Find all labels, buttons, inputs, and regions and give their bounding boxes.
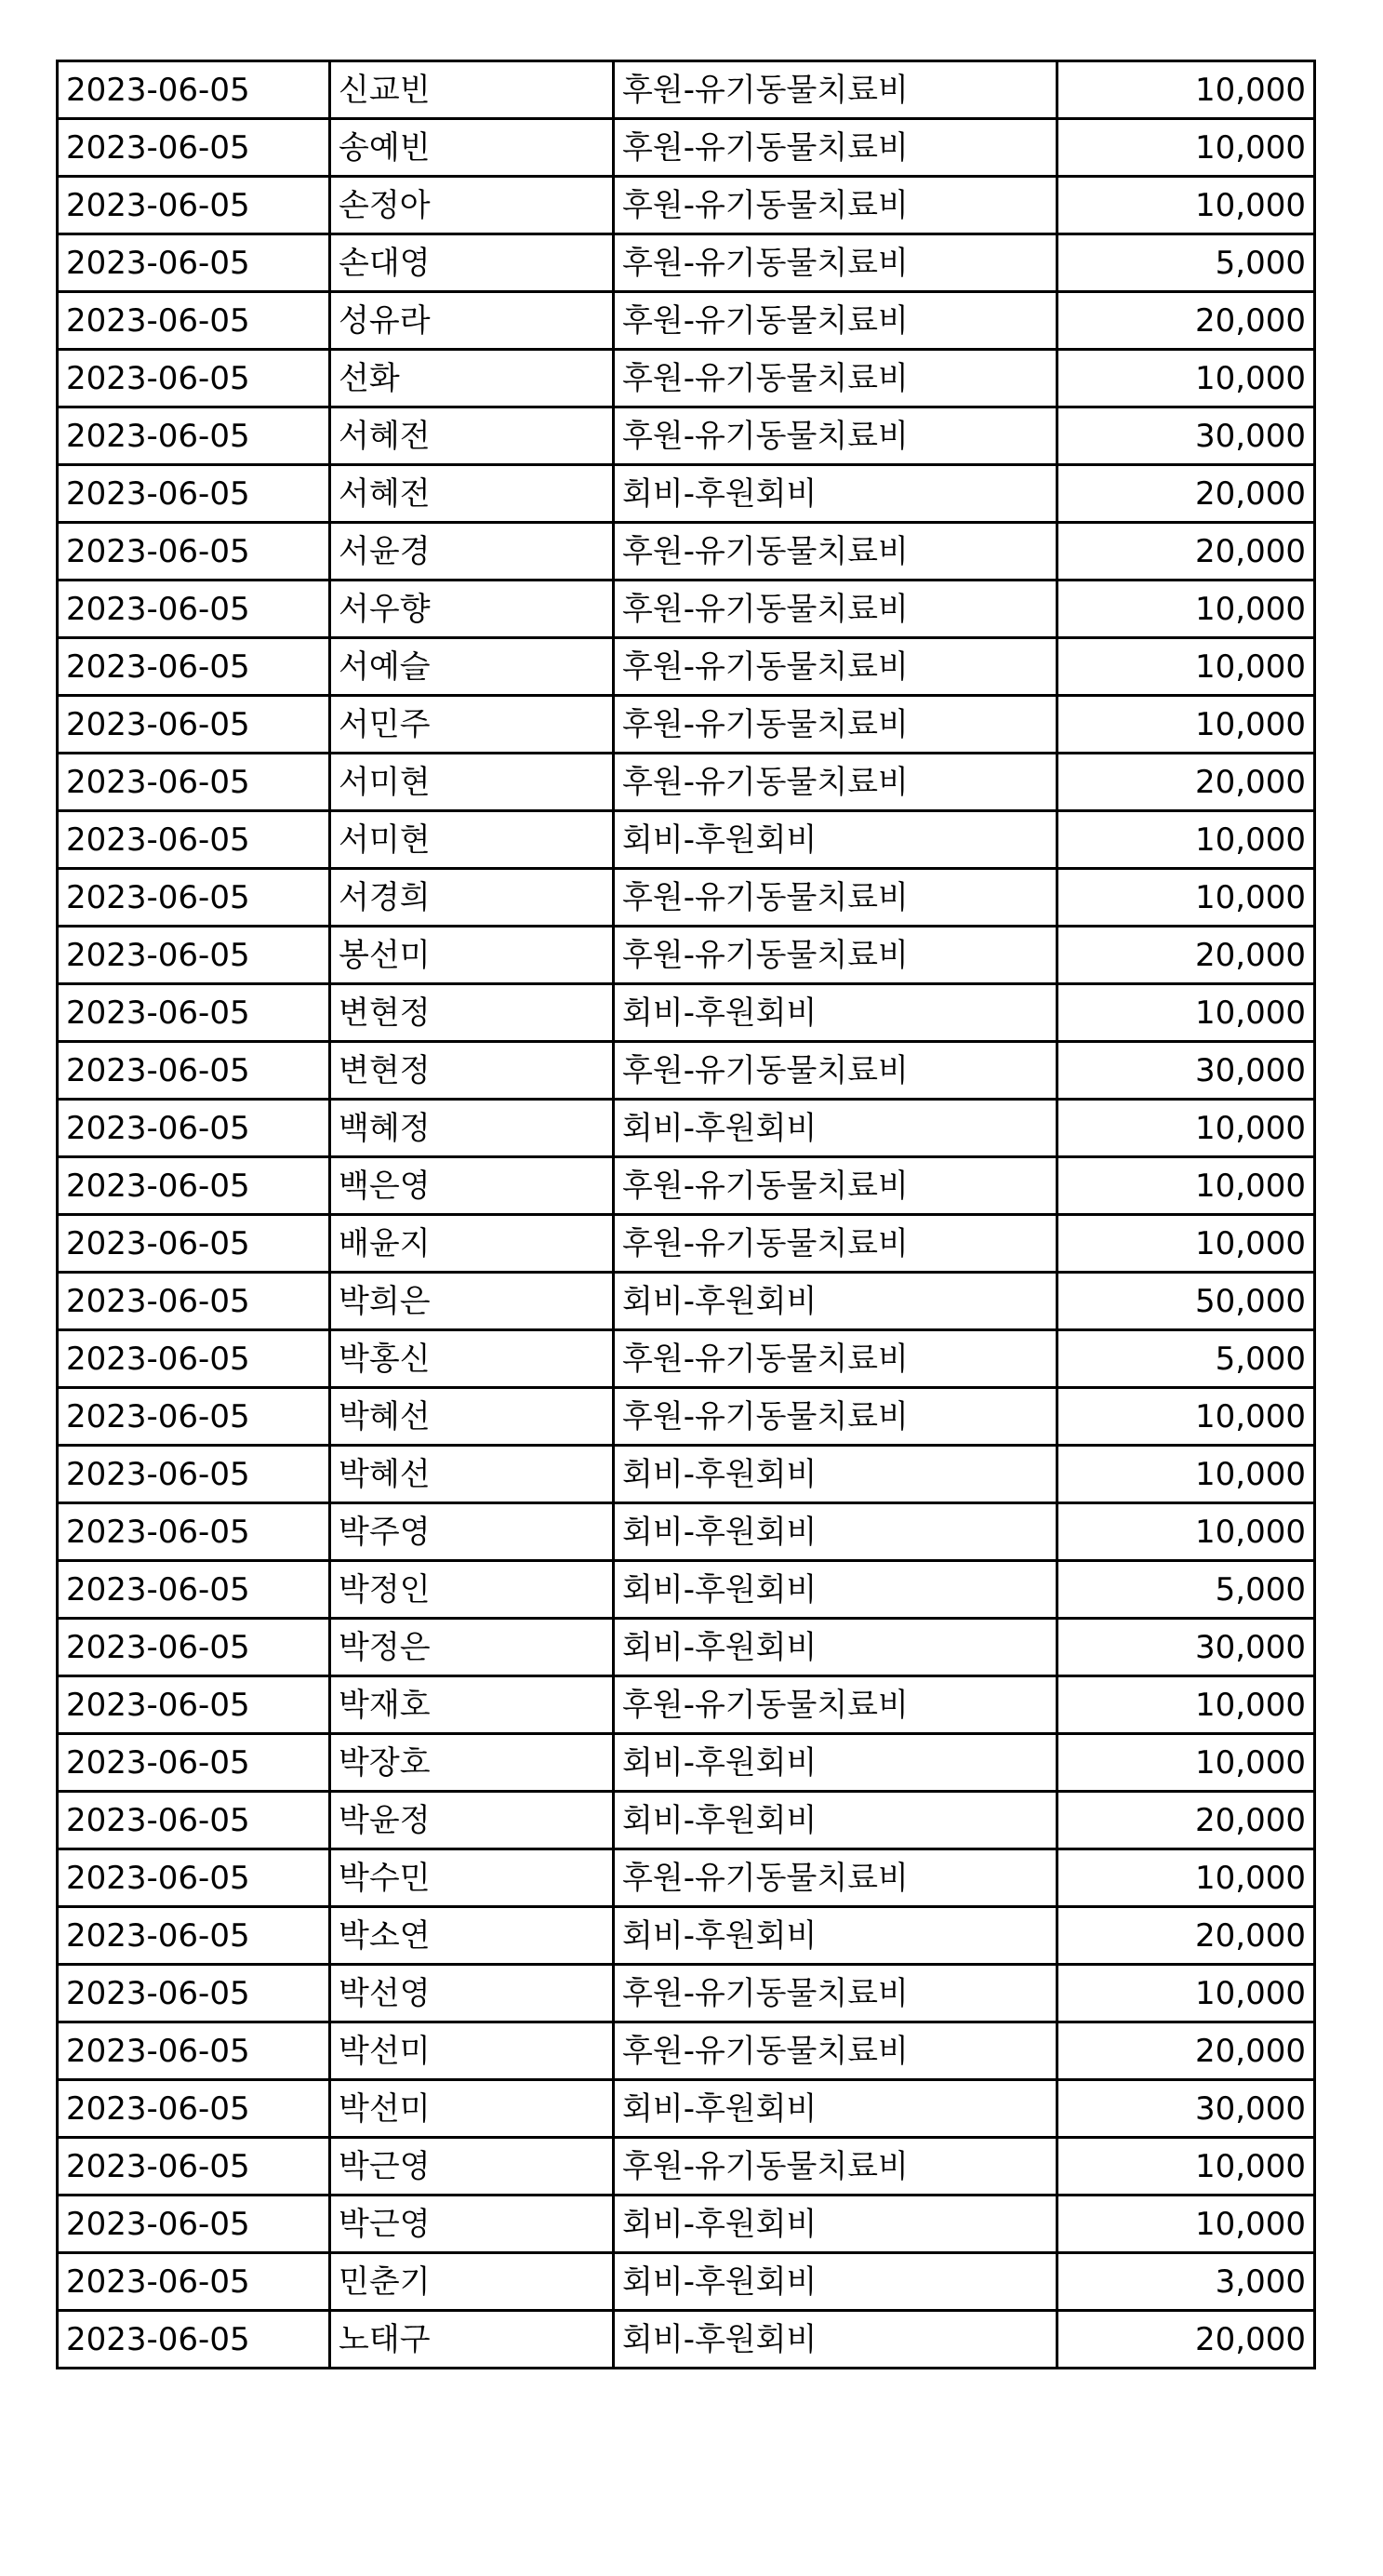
table-row [58, 407, 1315, 465]
amount-cell: 20,000 [1057, 1907, 1315, 1965]
donor-name-cell: 서민주 [330, 696, 614, 754]
donor-name-cell: 백혜정 [330, 1100, 614, 1157]
date-cell: 2023-06-05 [58, 1388, 330, 1446]
table-row [58, 1330, 1315, 1388]
table-row [58, 1734, 1315, 1792]
table-row [58, 1042, 1315, 1100]
table-row [58, 696, 1315, 754]
date-cell: 2023-06-05 [58, 1965, 330, 2022]
table-row [58, 1676, 1315, 1734]
table-row [58, 523, 1315, 581]
date-cell: 2023-06-05 [58, 292, 330, 350]
category-cell: 후원-유기동물치료비 [614, 927, 1057, 984]
date-cell: 2023-06-05 [58, 407, 330, 465]
date-cell: 2023-06-05 [58, 581, 330, 638]
table-row [58, 2022, 1315, 2080]
donor-name-cell: 서미현 [330, 754, 614, 811]
category-cell: 회비-후원회비 [614, 984, 1057, 1042]
category-cell: 회비-후원회비 [614, 1619, 1057, 1676]
amount-cell: 10,000 [1057, 1446, 1315, 1503]
amount-cell: 10,000 [1057, 1676, 1315, 1734]
category-cell: 회비-후원회비 [614, 1503, 1057, 1561]
date-cell: 2023-06-05 [58, 1042, 330, 1100]
date-cell: 2023-06-05 [58, 1215, 330, 1273]
table-row [58, 2196, 1315, 2253]
donor-name-cell: 서미현 [330, 811, 614, 869]
table-row [58, 119, 1315, 177]
amount-cell: 5,000 [1057, 1330, 1315, 1388]
date-cell: 2023-06-05 [58, 1676, 330, 1734]
table-row [58, 927, 1315, 984]
donor-name-cell: 박선미 [330, 2022, 614, 2080]
category-cell: 후원-유기동물치료비 [614, 1215, 1057, 1273]
date-cell: 2023-06-05 [58, 2080, 330, 2138]
date-cell: 2023-06-05 [58, 1157, 330, 1215]
date-cell: 2023-06-05 [58, 696, 330, 754]
table-row [58, 1446, 1315, 1503]
category-cell: 후원-유기동물치료비 [614, 754, 1057, 811]
amount-cell: 10,000 [1057, 2138, 1315, 2196]
donor-name-cell: 박희은 [330, 1273, 614, 1330]
amount-cell: 10,000 [1057, 984, 1315, 1042]
table-row [58, 869, 1315, 927]
amount-cell: 10,000 [1057, 1388, 1315, 1446]
table-row [58, 811, 1315, 869]
category-cell: 후원-유기동물치료비 [614, 869, 1057, 927]
amount-cell: 10,000 [1057, 1734, 1315, 1792]
date-cell: 2023-06-05 [58, 465, 330, 523]
amount-cell: 30,000 [1057, 2080, 1315, 2138]
donor-name-cell: 선화 [330, 350, 614, 407]
amount-cell: 10,000 [1057, 1157, 1315, 1215]
donor-name-cell: 박수민 [330, 1849, 614, 1907]
category-cell: 후원-유기동물치료비 [614, 1849, 1057, 1907]
amount-cell: 10,000 [1057, 581, 1315, 638]
donor-name-cell: 서혜전 [330, 465, 614, 523]
amount-cell: 30,000 [1057, 1619, 1315, 1676]
donor-name-cell: 송예빈 [330, 119, 614, 177]
table-row [58, 1561, 1315, 1619]
category-cell: 후원-유기동물치료비 [614, 523, 1057, 581]
table-row [58, 465, 1315, 523]
date-cell: 2023-06-05 [58, 119, 330, 177]
date-cell: 2023-06-05 [58, 2253, 330, 2311]
category-cell: 회비-후원회비 [614, 1446, 1057, 1503]
amount-cell: 10,000 [1057, 1215, 1315, 1273]
donor-name-cell: 백은영 [330, 1157, 614, 1215]
category-cell: 후원-유기동물치료비 [614, 581, 1057, 638]
category-cell: 후원-유기동물치료비 [614, 292, 1057, 350]
donor-name-cell: 박소연 [330, 1907, 614, 1965]
category-cell: 후원-유기동물치료비 [614, 177, 1057, 234]
amount-cell: 20,000 [1057, 465, 1315, 523]
table-row [58, 1100, 1315, 1157]
date-cell: 2023-06-05 [58, 1907, 330, 1965]
category-cell: 회비-후원회비 [614, 2311, 1057, 2369]
donor-name-cell: 봉선미 [330, 927, 614, 984]
date-cell: 2023-06-05 [58, 2196, 330, 2253]
amount-cell: 10,000 [1057, 811, 1315, 869]
category-cell: 회비-후원회비 [614, 465, 1057, 523]
category-cell: 회비-후원회비 [614, 1734, 1057, 1792]
date-cell: 2023-06-05 [58, 1619, 330, 1676]
category-cell: 후원-유기동물치료비 [614, 234, 1057, 292]
table-row [58, 2253, 1315, 2311]
date-cell: 2023-06-05 [58, 2022, 330, 2080]
amount-cell: 20,000 [1057, 2022, 1315, 2080]
date-cell: 2023-06-05 [58, 1100, 330, 1157]
date-cell: 2023-06-05 [58, 984, 330, 1042]
category-cell: 후원-유기동물치료비 [614, 407, 1057, 465]
amount-cell: 10,000 [1057, 177, 1315, 234]
donor-name-cell: 서경희 [330, 869, 614, 927]
category-cell: 회비-후원회비 [614, 1792, 1057, 1849]
table-row [58, 2311, 1315, 2369]
amount-cell: 20,000 [1057, 2311, 1315, 2369]
table-row [58, 1215, 1315, 1273]
donor-name-cell: 손정아 [330, 177, 614, 234]
donor-name-cell: 박정인 [330, 1561, 614, 1619]
amount-cell: 5,000 [1057, 234, 1315, 292]
amount-cell: 20,000 [1057, 1792, 1315, 1849]
date-cell: 2023-06-05 [58, 350, 330, 407]
donor-name-cell: 박주영 [330, 1503, 614, 1561]
date-cell: 2023-06-05 [58, 927, 330, 984]
table-row [58, 754, 1315, 811]
date-cell: 2023-06-05 [58, 1792, 330, 1849]
donor-name-cell: 박정은 [330, 1619, 614, 1676]
donor-name-cell: 서윤경 [330, 523, 614, 581]
table-row [58, 177, 1315, 234]
category-cell: 후원-유기동물치료비 [614, 696, 1057, 754]
amount-cell: 10,000 [1057, 61, 1315, 119]
category-cell: 후원-유기동물치료비 [614, 1388, 1057, 1446]
donor-name-cell: 신교빈 [330, 61, 614, 119]
donor-name-cell: 민춘기 [330, 2253, 614, 2311]
table-row [58, 1503, 1315, 1561]
table-row [58, 581, 1315, 638]
date-cell: 2023-06-05 [58, 523, 330, 581]
category-cell: 회비-후원회비 [614, 2196, 1057, 2253]
date-cell: 2023-06-05 [58, 1734, 330, 1792]
date-cell: 2023-06-05 [58, 1561, 330, 1619]
category-cell: 회비-후원회비 [614, 811, 1057, 869]
donor-name-cell: 서우향 [330, 581, 614, 638]
amount-cell: 10,000 [1057, 869, 1315, 927]
date-cell: 2023-06-05 [58, 811, 330, 869]
amount-cell: 20,000 [1057, 523, 1315, 581]
category-cell: 후원-유기동물치료비 [614, 1676, 1057, 1734]
amount-cell: 30,000 [1057, 1042, 1315, 1100]
amount-cell: 30,000 [1057, 407, 1315, 465]
table-row [58, 1273, 1315, 1330]
table-row [58, 2080, 1315, 2138]
amount-cell: 3,000 [1057, 2253, 1315, 2311]
category-cell: 후원-유기동물치료비 [614, 61, 1057, 119]
date-cell: 2023-06-05 [58, 2311, 330, 2369]
donor-name-cell: 변현정 [330, 984, 614, 1042]
table-row [58, 1907, 1315, 1965]
category-cell: 후원-유기동물치료비 [614, 1965, 1057, 2022]
amount-cell: 10,000 [1057, 350, 1315, 407]
amount-cell: 50,000 [1057, 1273, 1315, 1330]
donor-name-cell: 노태구 [330, 2311, 614, 2369]
donor-name-cell: 박혜선 [330, 1446, 614, 1503]
table-row [58, 1792, 1315, 1849]
date-cell: 2023-06-05 [58, 61, 330, 119]
category-cell: 후원-유기동물치료비 [614, 1042, 1057, 1100]
category-cell: 후원-유기동물치료비 [614, 1157, 1057, 1215]
table-row [58, 984, 1315, 1042]
donor-name-cell: 서예슬 [330, 638, 614, 696]
table-row [58, 1849, 1315, 1907]
amount-cell: 10,000 [1057, 119, 1315, 177]
ledger-body [58, 61, 1315, 2369]
date-cell: 2023-06-05 [58, 2138, 330, 2196]
category-cell: 회비-후원회비 [614, 1561, 1057, 1619]
category-cell: 후원-유기동물치료비 [614, 638, 1057, 696]
date-cell: 2023-06-05 [58, 1446, 330, 1503]
donor-name-cell: 박장호 [330, 1734, 614, 1792]
donor-name-cell: 박선영 [330, 1965, 614, 2022]
amount-cell: 20,000 [1057, 927, 1315, 984]
date-cell: 2023-06-05 [58, 1273, 330, 1330]
amount-cell: 20,000 [1057, 754, 1315, 811]
category-cell: 후원-유기동물치료비 [614, 2138, 1057, 2196]
table-row [58, 638, 1315, 696]
category-cell: 회비-후원회비 [614, 2080, 1057, 2138]
table-row [58, 292, 1315, 350]
amount-cell: 10,000 [1057, 2196, 1315, 2253]
donation-ledger-table [56, 60, 1316, 2369]
amount-cell: 10,000 [1057, 638, 1315, 696]
amount-cell: 10,000 [1057, 1503, 1315, 1561]
table-row [58, 1157, 1315, 1215]
donor-name-cell: 서혜전 [330, 407, 614, 465]
donor-name-cell: 박근영 [330, 2138, 614, 2196]
donor-name-cell: 박선미 [330, 2080, 614, 2138]
table-row [58, 1965, 1315, 2022]
donor-name-cell: 손대영 [330, 234, 614, 292]
date-cell: 2023-06-05 [58, 1503, 330, 1561]
amount-cell: 10,000 [1057, 1849, 1315, 1907]
table-row [58, 2138, 1315, 2196]
donor-name-cell: 박근영 [330, 2196, 614, 2253]
category-cell: 회비-후원회비 [614, 2253, 1057, 2311]
donor-name-cell: 박혜선 [330, 1388, 614, 1446]
category-cell: 후원-유기동물치료비 [614, 1330, 1057, 1388]
date-cell: 2023-06-05 [58, 754, 330, 811]
table-row [58, 1619, 1315, 1676]
table-row [58, 61, 1315, 119]
donor-name-cell: 박홍신 [330, 1330, 614, 1388]
amount-cell: 10,000 [1057, 1100, 1315, 1157]
amount-cell: 5,000 [1057, 1561, 1315, 1619]
category-cell: 후원-유기동물치료비 [614, 350, 1057, 407]
category-cell: 회비-후원회비 [614, 1907, 1057, 1965]
donor-name-cell: 변현정 [330, 1042, 614, 1100]
date-cell: 2023-06-05 [58, 638, 330, 696]
table-row [58, 234, 1315, 292]
category-cell: 후원-유기동물치료비 [614, 119, 1057, 177]
date-cell: 2023-06-05 [58, 234, 330, 292]
donor-name-cell: 배윤지 [330, 1215, 614, 1273]
amount-cell: 10,000 [1057, 696, 1315, 754]
category-cell: 후원-유기동물치료비 [614, 2022, 1057, 2080]
donor-name-cell: 박윤정 [330, 1792, 614, 1849]
table-row [58, 1388, 1315, 1446]
date-cell: 2023-06-05 [58, 1849, 330, 1907]
category-cell: 회비-후원회비 [614, 1100, 1057, 1157]
date-cell: 2023-06-05 [58, 869, 330, 927]
table-row [58, 350, 1315, 407]
date-cell: 2023-06-05 [58, 177, 330, 234]
amount-cell: 10,000 [1057, 1965, 1315, 2022]
donor-name-cell: 박재호 [330, 1676, 614, 1734]
category-cell: 회비-후원회비 [614, 1273, 1057, 1330]
donor-name-cell: 성유라 [330, 292, 614, 350]
amount-cell: 20,000 [1057, 292, 1315, 350]
date-cell: 2023-06-05 [58, 1330, 330, 1388]
